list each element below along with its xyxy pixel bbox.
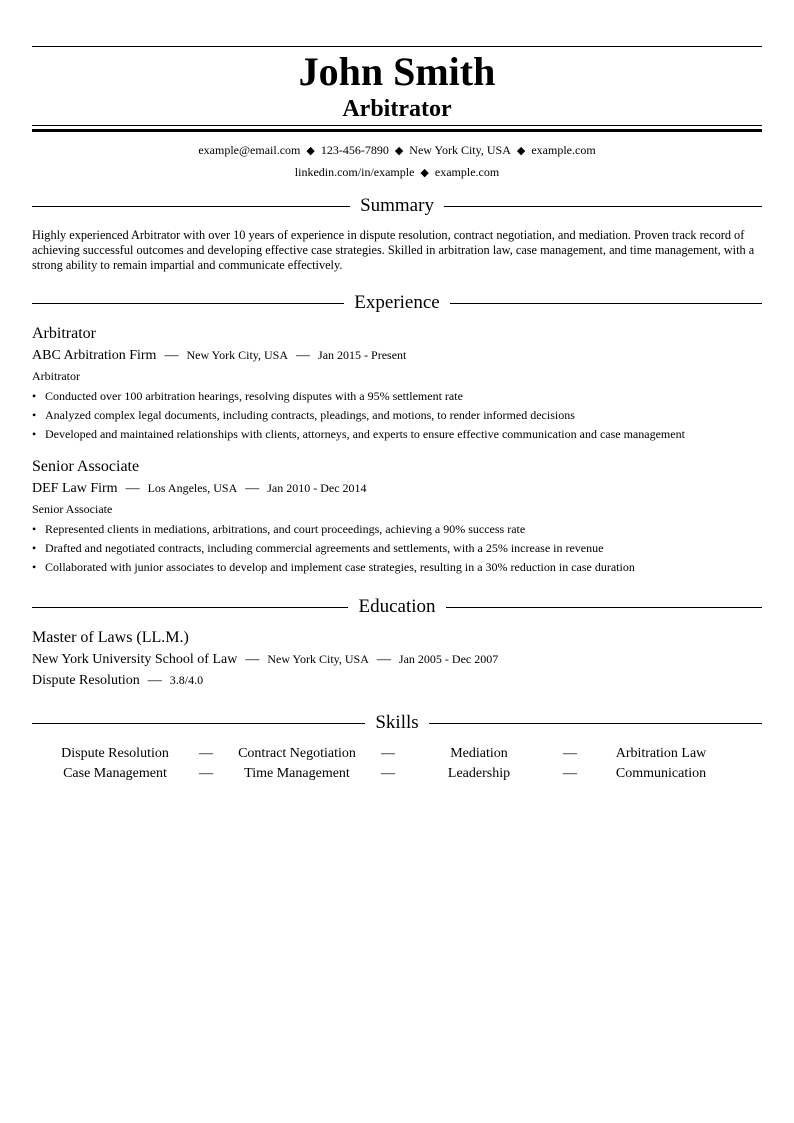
dash-separator: —	[563, 766, 577, 781]
dash-separator: —	[147, 673, 162, 688]
skill-item: Mediation	[450, 746, 508, 761]
bullet-icon: •	[32, 522, 37, 536]
summary-heading-label: Summary	[360, 195, 434, 216]
dash-separator: —	[381, 746, 395, 761]
bullet-icon: •	[32, 427, 37, 441]
dash-separator: —	[245, 652, 260, 667]
education-degree: Master of Laws (LL.M.)	[32, 629, 189, 646]
contact-line-2	[32, 162, 762, 184]
bullet-icon: •	[32, 541, 37, 555]
diamond-icon: ◆	[306, 145, 315, 157]
skill-item: Contract Negotiation	[238, 746, 356, 761]
job-location: Los Angeles, USA	[147, 481, 238, 495]
education-location: New York City, USA	[267, 652, 369, 666]
skill-item: Time Management	[244, 766, 350, 781]
list-item: • Conducted over 100 arbitration hearings, resolving disputes with a 95% settlement rate	[32, 387, 762, 406]
job-bullets	[32, 387, 762, 444]
summary-heading	[32, 194, 762, 218]
dash-separator: —	[199, 746, 213, 761]
job-dates: Jan 2010 - Dec 2014	[267, 481, 367, 495]
skill-item: Case Management	[63, 766, 167, 781]
dash-separator: —	[376, 652, 391, 667]
diamond-icon: ◆	[516, 145, 526, 157]
education-gpa: 3.8/4.0	[169, 673, 204, 687]
diamond-icon: ◆	[420, 167, 429, 179]
contact-phone[interactable]: 123-456-7890	[320, 143, 389, 157]
job-meta	[32, 478, 762, 499]
job-dates: Jan 2015 - Present	[318, 348, 407, 362]
skill-item: Communication	[615, 766, 707, 781]
list-item: • Drafted and negotiated contracts, including commercial agreements and settlements, with a 25% increase in revenue	[32, 539, 762, 558]
education-field: Dispute Resolution	[32, 673, 140, 688]
experience-heading	[32, 291, 762, 315]
skill-item: Arbitration Law	[615, 746, 707, 761]
dash-separator: —	[245, 481, 260, 496]
dash-separator: —	[164, 348, 179, 363]
contact-location: New York City, USA	[409, 143, 511, 157]
list-item: • Developed and maintained relationships with clients, attorneys, and experts to ensure effective communication and case management	[32, 425, 762, 444]
list-item: • Collaborated with junior associates to develop and implement case strategies, resulting in a 30% reduction in case duration	[32, 558, 762, 577]
education-field-line	[32, 670, 762, 691]
skills-grid	[32, 744, 762, 784]
job-company: DEF Law Firm	[32, 481, 118, 496]
job-entry	[32, 456, 762, 577]
top-rule	[32, 46, 762, 47]
skills-heading	[32, 711, 762, 735]
candidate-title: Arbitrator	[342, 96, 452, 122]
bullet-icon: •	[32, 408, 37, 422]
dash-separator: —	[381, 766, 395, 781]
skills-heading-label: Skills	[375, 712, 419, 733]
bullet-icon: •	[32, 560, 37, 574]
skill-item: Dispute Resolution	[61, 746, 169, 761]
diamond-icon: ◆	[394, 145, 404, 157]
job-subtitle: Senior Associate	[32, 502, 113, 516]
education-heading-label: Education	[358, 596, 436, 617]
summary-text: Highly experienced Arbitrator with over 10 years of experience in dispute resolution, contract negotiation, and mediation. Proven track record of achieving successful outcomes and developing effective case strategies. Skilled in arbitration law, case management, and time management, with a strong ability to remain impartial and communicate effectively.	[32, 228, 755, 272]
candidate-name: John Smith	[298, 49, 496, 94]
job-bullets	[32, 520, 762, 577]
education-heading	[32, 595, 762, 619]
contact-email[interactable]: example@email.com	[198, 143, 301, 157]
header-double-rule	[32, 125, 762, 132]
contact-website-2[interactable]: example.com	[434, 165, 500, 179]
resume-page	[32, 46, 762, 784]
education-dates: Jan 2005 - Dec 2007	[398, 652, 499, 666]
job-entry	[32, 323, 762, 444]
contact-linkedin[interactable]: linkedin.com/in/example	[294, 165, 415, 179]
contact-website[interactable]: example.com	[531, 143, 596, 157]
job-subtitle: Arbitrator	[32, 369, 80, 383]
job-title: Senior Associate	[32, 458, 140, 475]
education-entry	[32, 627, 762, 691]
contact-line-1	[32, 140, 762, 162]
job-meta	[32, 345, 762, 366]
list-item: • Analyzed complex legal documents, including contracts, pleadings, and motions, to render informed decisions	[32, 406, 762, 425]
dash-separator: —	[296, 348, 311, 363]
list-item: • Represented clients in mediations, arbitrations, and court proceedings, achieving a 90% success rate	[32, 520, 762, 539]
experience-heading-label: Experience	[354, 292, 440, 313]
bullet-icon: •	[32, 389, 37, 403]
skill-item: Leadership	[447, 766, 511, 781]
job-company: ABC Arbitration Firm	[32, 348, 157, 363]
dash-separator: —	[563, 746, 577, 761]
dash-separator: —	[199, 766, 213, 781]
dash-separator: —	[125, 481, 140, 496]
education-school: New York University School of Law	[32, 652, 238, 667]
education-meta	[32, 649, 762, 670]
job-title: Arbitrator	[32, 325, 96, 342]
job-location: New York City, USA	[186, 348, 289, 362]
